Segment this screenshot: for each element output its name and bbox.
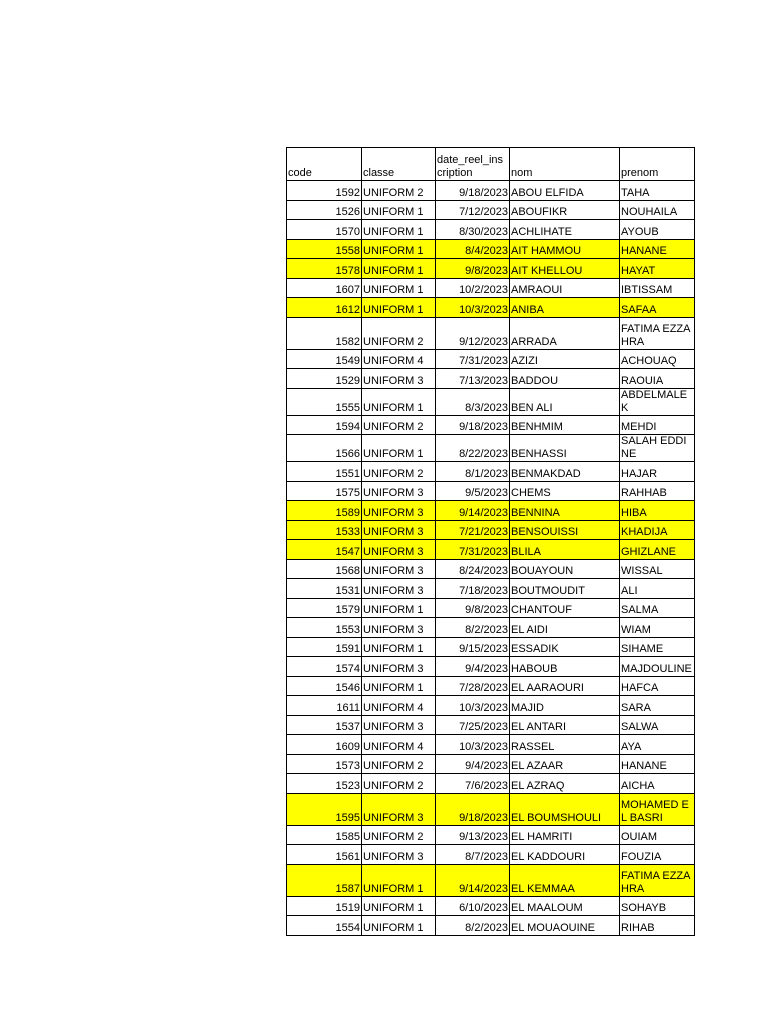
cell-date[interactable]: 6/10/2023 <box>436 896 510 916</box>
table-row <box>287 501 695 521</box>
header-classe[interactable]: classe <box>362 148 436 181</box>
cell-classe[interactable]: UNIFORM 1 <box>362 676 436 696</box>
table-row <box>287 579 695 599</box>
cell-nom[interactable]: BEN ALI <box>510 388 620 415</box>
cell-prenom[interactable]: SARA <box>620 696 695 716</box>
cell-classe[interactable]: UNIFORM 3 <box>362 618 436 638</box>
cell-code[interactable]: 1537 <box>287 715 362 735</box>
cell-date[interactable]: 8/4/2023 <box>436 239 510 259</box>
cell-nom[interactable]: EL AZAAR <box>510 754 620 774</box>
cell-nom[interactable]: EL AZRAQ <box>510 774 620 794</box>
cell-code[interactable]: 1546 <box>287 676 362 696</box>
cell-date[interactable]: 9/4/2023 <box>436 657 510 677</box>
table-row <box>287 259 695 279</box>
cell-code[interactable]: 1575 <box>287 481 362 501</box>
table-row <box>287 481 695 501</box>
cell-prenom[interactable]: AICHA <box>620 774 695 794</box>
cell-nom[interactable]: CHANTOUF <box>510 598 620 618</box>
header-prenom[interactable]: prenom <box>620 148 695 181</box>
cell-code[interactable]: 1526 <box>287 200 362 220</box>
cell-prenom[interactable]: ACHOUAQ <box>620 349 695 369</box>
cell-date[interactable]: 7/12/2023 <box>436 200 510 220</box>
cell-classe[interactable]: UNIFORM 3 <box>362 520 436 540</box>
cell-classe[interactable]: UNIFORM 3 <box>362 579 436 599</box>
cell-nom[interactable]: CHEMS <box>510 481 620 501</box>
table-row <box>287 278 695 298</box>
cell-classe[interactable]: UNIFORM 1 <box>362 637 436 657</box>
cell-code[interactable]: 1570 <box>287 220 362 240</box>
cell-classe[interactable]: UNIFORM 1 <box>362 239 436 259</box>
cell-classe[interactable]: UNIFORM 1 <box>362 278 436 298</box>
cell-prenom[interactable]: SAFAA <box>620 298 695 318</box>
cell-date[interactable]: 8/3/2023 <box>436 388 510 415</box>
table-row <box>287 754 695 774</box>
cell-date[interactable]: 9/18/2023 <box>436 415 510 435</box>
cell-nom[interactable]: BOUTMOUDIT <box>510 579 620 599</box>
cell-date[interactable]: 7/25/2023 <box>436 715 510 735</box>
cell-date[interactable]: 8/30/2023 <box>436 220 510 240</box>
cell-prenom[interactable]: HAYAT <box>620 259 695 279</box>
cell-date[interactable]: 9/15/2023 <box>436 637 510 657</box>
cell-nom[interactable]: AMRAOUI <box>510 278 620 298</box>
cell-classe[interactable]: UNIFORM 2 <box>362 825 436 845</box>
cell-code[interactable]: 1574 <box>287 657 362 677</box>
spreadsheet-body <box>287 148 695 936</box>
cell-prenom[interactable]: MAJDOULINE <box>620 657 695 677</box>
cell-nom[interactable]: RASSEL <box>510 735 620 755</box>
header-date[interactable]: date_reel_inscription <box>436 148 510 181</box>
cell-nom[interactable]: BENMAKDAD <box>510 462 620 482</box>
spreadsheet-table <box>286 147 695 936</box>
cell-date[interactable]: 7/21/2023 <box>436 520 510 540</box>
cell-prenom[interactable]: SALWA <box>620 715 695 735</box>
cell-classe[interactable]: UNIFORM 2 <box>362 317 436 349</box>
cell-date[interactable]: 8/22/2023 <box>436 435 510 462</box>
table-row <box>287 540 695 560</box>
table-row <box>287 200 695 220</box>
cell-prenom[interactable]: OUIAM <box>620 825 695 845</box>
table-row <box>287 825 695 845</box>
cell-date[interactable]: 7/31/2023 <box>436 349 510 369</box>
cell-nom[interactable]: EL BOUMSHOULI <box>510 793 620 825</box>
cell-nom[interactable]: EL AARAOURI <box>510 676 620 696</box>
table-row <box>287 239 695 259</box>
table-row <box>287 559 695 579</box>
cell-code[interactable]: 1589 <box>287 501 362 521</box>
cell-code[interactable]: 1533 <box>287 520 362 540</box>
cell-code[interactable]: 1585 <box>287 825 362 845</box>
cell-code[interactable]: 1592 <box>287 181 362 201</box>
cell-prenom[interactable]: HAFCA <box>620 676 695 696</box>
cell-classe[interactable]: UNIFORM 2 <box>362 774 436 794</box>
table-row <box>287 735 695 755</box>
cell-classe[interactable]: UNIFORM 4 <box>362 349 436 369</box>
cell-code[interactable]: 1579 <box>287 598 362 618</box>
cell-prenom[interactable]: ABDELMALEK <box>620 388 695 415</box>
cell-code[interactable]: 1595 <box>287 793 362 825</box>
cell-date[interactable]: 10/2/2023 <box>436 278 510 298</box>
table-row <box>287 845 695 865</box>
cell-prenom[interactable]: IBTISSAM <box>620 278 695 298</box>
cell-date[interactable]: 9/4/2023 <box>436 754 510 774</box>
cell-code[interactable]: 1523 <box>287 774 362 794</box>
table-row <box>287 220 695 240</box>
cell-nom[interactable]: MAJID <box>510 696 620 716</box>
cell-nom[interactable]: ESSADIK <box>510 637 620 657</box>
cell-code[interactable]: 1594 <box>287 415 362 435</box>
cell-code[interactable]: 1578 <box>287 259 362 279</box>
cell-classe[interactable]: UNIFORM 1 <box>362 435 436 462</box>
cell-date[interactable]: 10/3/2023 <box>436 696 510 716</box>
table-row <box>287 181 695 201</box>
cell-code[interactable]: 1554 <box>287 916 362 936</box>
cell-date[interactable]: 7/31/2023 <box>436 540 510 560</box>
cell-code[interactable]: 1529 <box>287 369 362 389</box>
cell-code[interactable]: 1607 <box>287 278 362 298</box>
cell-classe[interactable]: UNIFORM 1 <box>362 864 436 896</box>
cell-classe[interactable]: UNIFORM 1 <box>362 259 436 279</box>
cell-classe[interactable]: UNIFORM 4 <box>362 735 436 755</box>
cell-code[interactable]: 1558 <box>287 239 362 259</box>
cell-classe[interactable]: UNIFORM 3 <box>362 559 436 579</box>
cell-nom[interactable]: HABOUB <box>510 657 620 677</box>
cell-classe[interactable]: UNIFORM 3 <box>362 715 436 735</box>
cell-date[interactable]: 10/3/2023 <box>436 735 510 755</box>
cell-code[interactable]: 1573 <box>287 754 362 774</box>
cell-classe[interactable]: UNIFORM 3 <box>362 657 436 677</box>
table-row <box>287 618 695 638</box>
cell-classe[interactable]: UNIFORM 3 <box>362 501 436 521</box>
cell-nom[interactable]: EL MOUAOUINE <box>510 916 620 936</box>
cell-classe[interactable]: UNIFORM 3 <box>362 845 436 865</box>
cell-nom[interactable]: BENHMIM <box>510 415 620 435</box>
cell-date[interactable]: 7/28/2023 <box>436 676 510 696</box>
cell-date[interactable]: 8/2/2023 <box>436 916 510 936</box>
cell-code[interactable]: 1566 <box>287 435 362 462</box>
cell-nom[interactable]: BLILA <box>510 540 620 560</box>
cell-date[interactable]: 9/14/2023 <box>436 501 510 521</box>
cell-classe[interactable]: UNIFORM 1 <box>362 896 436 916</box>
table-row <box>287 349 695 369</box>
cell-code[interactable]: 1582 <box>287 317 362 349</box>
cell-classe[interactable]: UNIFORM 1 <box>362 220 436 240</box>
table-row <box>287 462 695 482</box>
cell-classe[interactable]: UNIFORM 4 <box>362 696 436 716</box>
cell-classe[interactable]: UNIFORM 1 <box>362 298 436 318</box>
cell-nom[interactable]: EL KEMMAA <box>510 864 620 896</box>
cell-prenom[interactable]: HAJAR <box>620 462 695 482</box>
cell-code[interactable]: 1587 <box>287 864 362 896</box>
cell-prenom[interactable]: RAOUIA <box>620 369 695 389</box>
cell-code[interactable]: 1555 <box>287 388 362 415</box>
cell-code[interactable]: 1519 <box>287 896 362 916</box>
table-row <box>287 676 695 696</box>
cell-prenom[interactable]: FATIMA EZZAHRA <box>620 317 695 349</box>
cell-nom[interactable]: BADDOU <box>510 369 620 389</box>
table-row <box>287 415 695 435</box>
cell-nom[interactable]: EL ANTARI <box>510 715 620 735</box>
cell-date[interactable]: 9/18/2023 <box>436 793 510 825</box>
table-row <box>287 435 695 462</box>
cell-date[interactable]: 8/1/2023 <box>436 462 510 482</box>
cell-prenom[interactable]: SALAH EDDINE <box>620 435 695 462</box>
cell-nom[interactable]: ANIBA <box>510 298 620 318</box>
cell-nom[interactable]: AIT HAMMOU <box>510 239 620 259</box>
cell-date[interactable]: 7/6/2023 <box>436 774 510 794</box>
cell-classe[interactable]: UNIFORM 1 <box>362 598 436 618</box>
cell-prenom[interactable]: MOHAMED EL BASRI <box>620 793 695 825</box>
cell-nom[interactable]: AIT KHELLOU <box>510 259 620 279</box>
cell-nom[interactable]: BOUAYOUN <box>510 559 620 579</box>
cell-nom[interactable]: EL KADDOURI <box>510 845 620 865</box>
cell-nom[interactable]: ACHLIHATE <box>510 220 620 240</box>
cell-prenom[interactable]: SIHAME <box>620 637 695 657</box>
cell-prenom[interactable]: TAHA <box>620 181 695 201</box>
cell-prenom[interactable]: ALI <box>620 579 695 599</box>
cell-nom[interactable]: ARRADA <box>510 317 620 349</box>
cell-date[interactable]: 7/13/2023 <box>436 369 510 389</box>
table-row <box>287 896 695 916</box>
cell-code[interactable]: 1612 <box>287 298 362 318</box>
table-row <box>287 696 695 716</box>
cell-classe[interactable]: UNIFORM 2 <box>362 181 436 201</box>
cell-code[interactable]: 1549 <box>287 349 362 369</box>
cell-code[interactable]: 1547 <box>287 540 362 560</box>
cell-prenom[interactable]: RAHHAB <box>620 481 695 501</box>
cell-date[interactable]: 9/14/2023 <box>436 864 510 896</box>
table-row <box>287 864 695 896</box>
cell-date[interactable]: 10/3/2023 <box>436 298 510 318</box>
table-row <box>287 657 695 677</box>
cell-date[interactable]: 7/18/2023 <box>436 579 510 599</box>
cell-classe[interactable]: UNIFORM 3 <box>362 540 436 560</box>
cell-nom[interactable]: ABOU ELFIDA <box>510 181 620 201</box>
cell-code[interactable]: 1568 <box>287 559 362 579</box>
cell-classe[interactable]: UNIFORM 2 <box>362 415 436 435</box>
table-row <box>287 715 695 735</box>
cell-prenom[interactable]: RIHAB <box>620 916 695 936</box>
cell-classe[interactable]: UNIFORM 2 <box>362 462 436 482</box>
cell-classe[interactable]: UNIFORM 1 <box>362 200 436 220</box>
header-nom[interactable]: nom <box>510 148 620 181</box>
cell-prenom[interactable]: FOUZIA <box>620 845 695 865</box>
header-row <box>287 148 695 181</box>
table-row <box>287 916 695 936</box>
cell-prenom[interactable]: AYA <box>620 735 695 755</box>
cell-prenom[interactable]: WISSAL <box>620 559 695 579</box>
cell-date[interactable]: 8/2/2023 <box>436 618 510 638</box>
cell-nom[interactable]: ABOUFIKR <box>510 200 620 220</box>
table-row <box>287 774 695 794</box>
cell-classe[interactable]: UNIFORM 1 <box>362 916 436 936</box>
cell-nom[interactable]: EL AIDI <box>510 618 620 638</box>
cell-classe[interactable]: UNIFORM 3 <box>362 793 436 825</box>
cell-classe[interactable]: UNIFORM 2 <box>362 754 436 774</box>
cell-code[interactable]: 1611 <box>287 696 362 716</box>
header-code[interactable]: code <box>287 148 362 181</box>
cell-nom[interactable]: AZIZI <box>510 349 620 369</box>
cell-prenom[interactable]: SOHAYB <box>620 896 695 916</box>
cell-date[interactable]: 8/7/2023 <box>436 845 510 865</box>
cell-code[interactable]: 1553 <box>287 618 362 638</box>
cell-prenom[interactable]: HIBA <box>620 501 695 521</box>
cell-prenom[interactable]: GHIZLANE <box>620 540 695 560</box>
cell-prenom[interactable]: WIAM <box>620 618 695 638</box>
cell-prenom[interactable]: KHADIJA <box>620 520 695 540</box>
table-row <box>287 317 695 349</box>
table-row <box>287 298 695 318</box>
cell-code[interactable]: 1561 <box>287 845 362 865</box>
cell-date[interactable]: 9/18/2023 <box>436 181 510 201</box>
cell-classe[interactable]: UNIFORM 1 <box>362 388 436 415</box>
cell-code[interactable]: 1551 <box>287 462 362 482</box>
table-row <box>287 793 695 825</box>
cell-date[interactable]: 9/12/2023 <box>436 317 510 349</box>
cell-date[interactable]: 9/5/2023 <box>436 481 510 501</box>
cell-prenom[interactable]: AYOUB <box>620 220 695 240</box>
cell-prenom[interactable]: SALMA <box>620 598 695 618</box>
cell-nom[interactable]: EL HAMRITI <box>510 825 620 845</box>
cell-code[interactable]: 1531 <box>287 579 362 599</box>
cell-prenom[interactable]: MEHDI <box>620 415 695 435</box>
cell-prenom[interactable]: HANANE <box>620 754 695 774</box>
table-row <box>287 637 695 657</box>
cell-prenom[interactable]: FATIMA EZZAHRA <box>620 864 695 896</box>
table-row <box>287 520 695 540</box>
cell-prenom[interactable]: HANANE <box>620 239 695 259</box>
cell-code[interactable]: 1609 <box>287 735 362 755</box>
cell-nom[interactable]: BENHASSI <box>510 435 620 462</box>
cell-classe[interactable]: UNIFORM 3 <box>362 369 436 389</box>
cell-date[interactable]: 9/8/2023 <box>436 259 510 279</box>
cell-nom[interactable]: BENSOUISSI <box>510 520 620 540</box>
cell-date[interactable]: 9/8/2023 <box>436 598 510 618</box>
cell-date[interactable]: 9/13/2023 <box>436 825 510 845</box>
cell-nom[interactable]: EL MAALOUM <box>510 896 620 916</box>
cell-prenom[interactable]: NOUHAILA <box>620 200 695 220</box>
table-row <box>287 598 695 618</box>
cell-nom[interactable]: BENNINA <box>510 501 620 521</box>
cell-date[interactable]: 8/24/2023 <box>436 559 510 579</box>
table-row <box>287 388 695 415</box>
cell-code[interactable]: 1591 <box>287 637 362 657</box>
cell-classe[interactable]: UNIFORM 3 <box>362 481 436 501</box>
table-row <box>287 369 695 389</box>
